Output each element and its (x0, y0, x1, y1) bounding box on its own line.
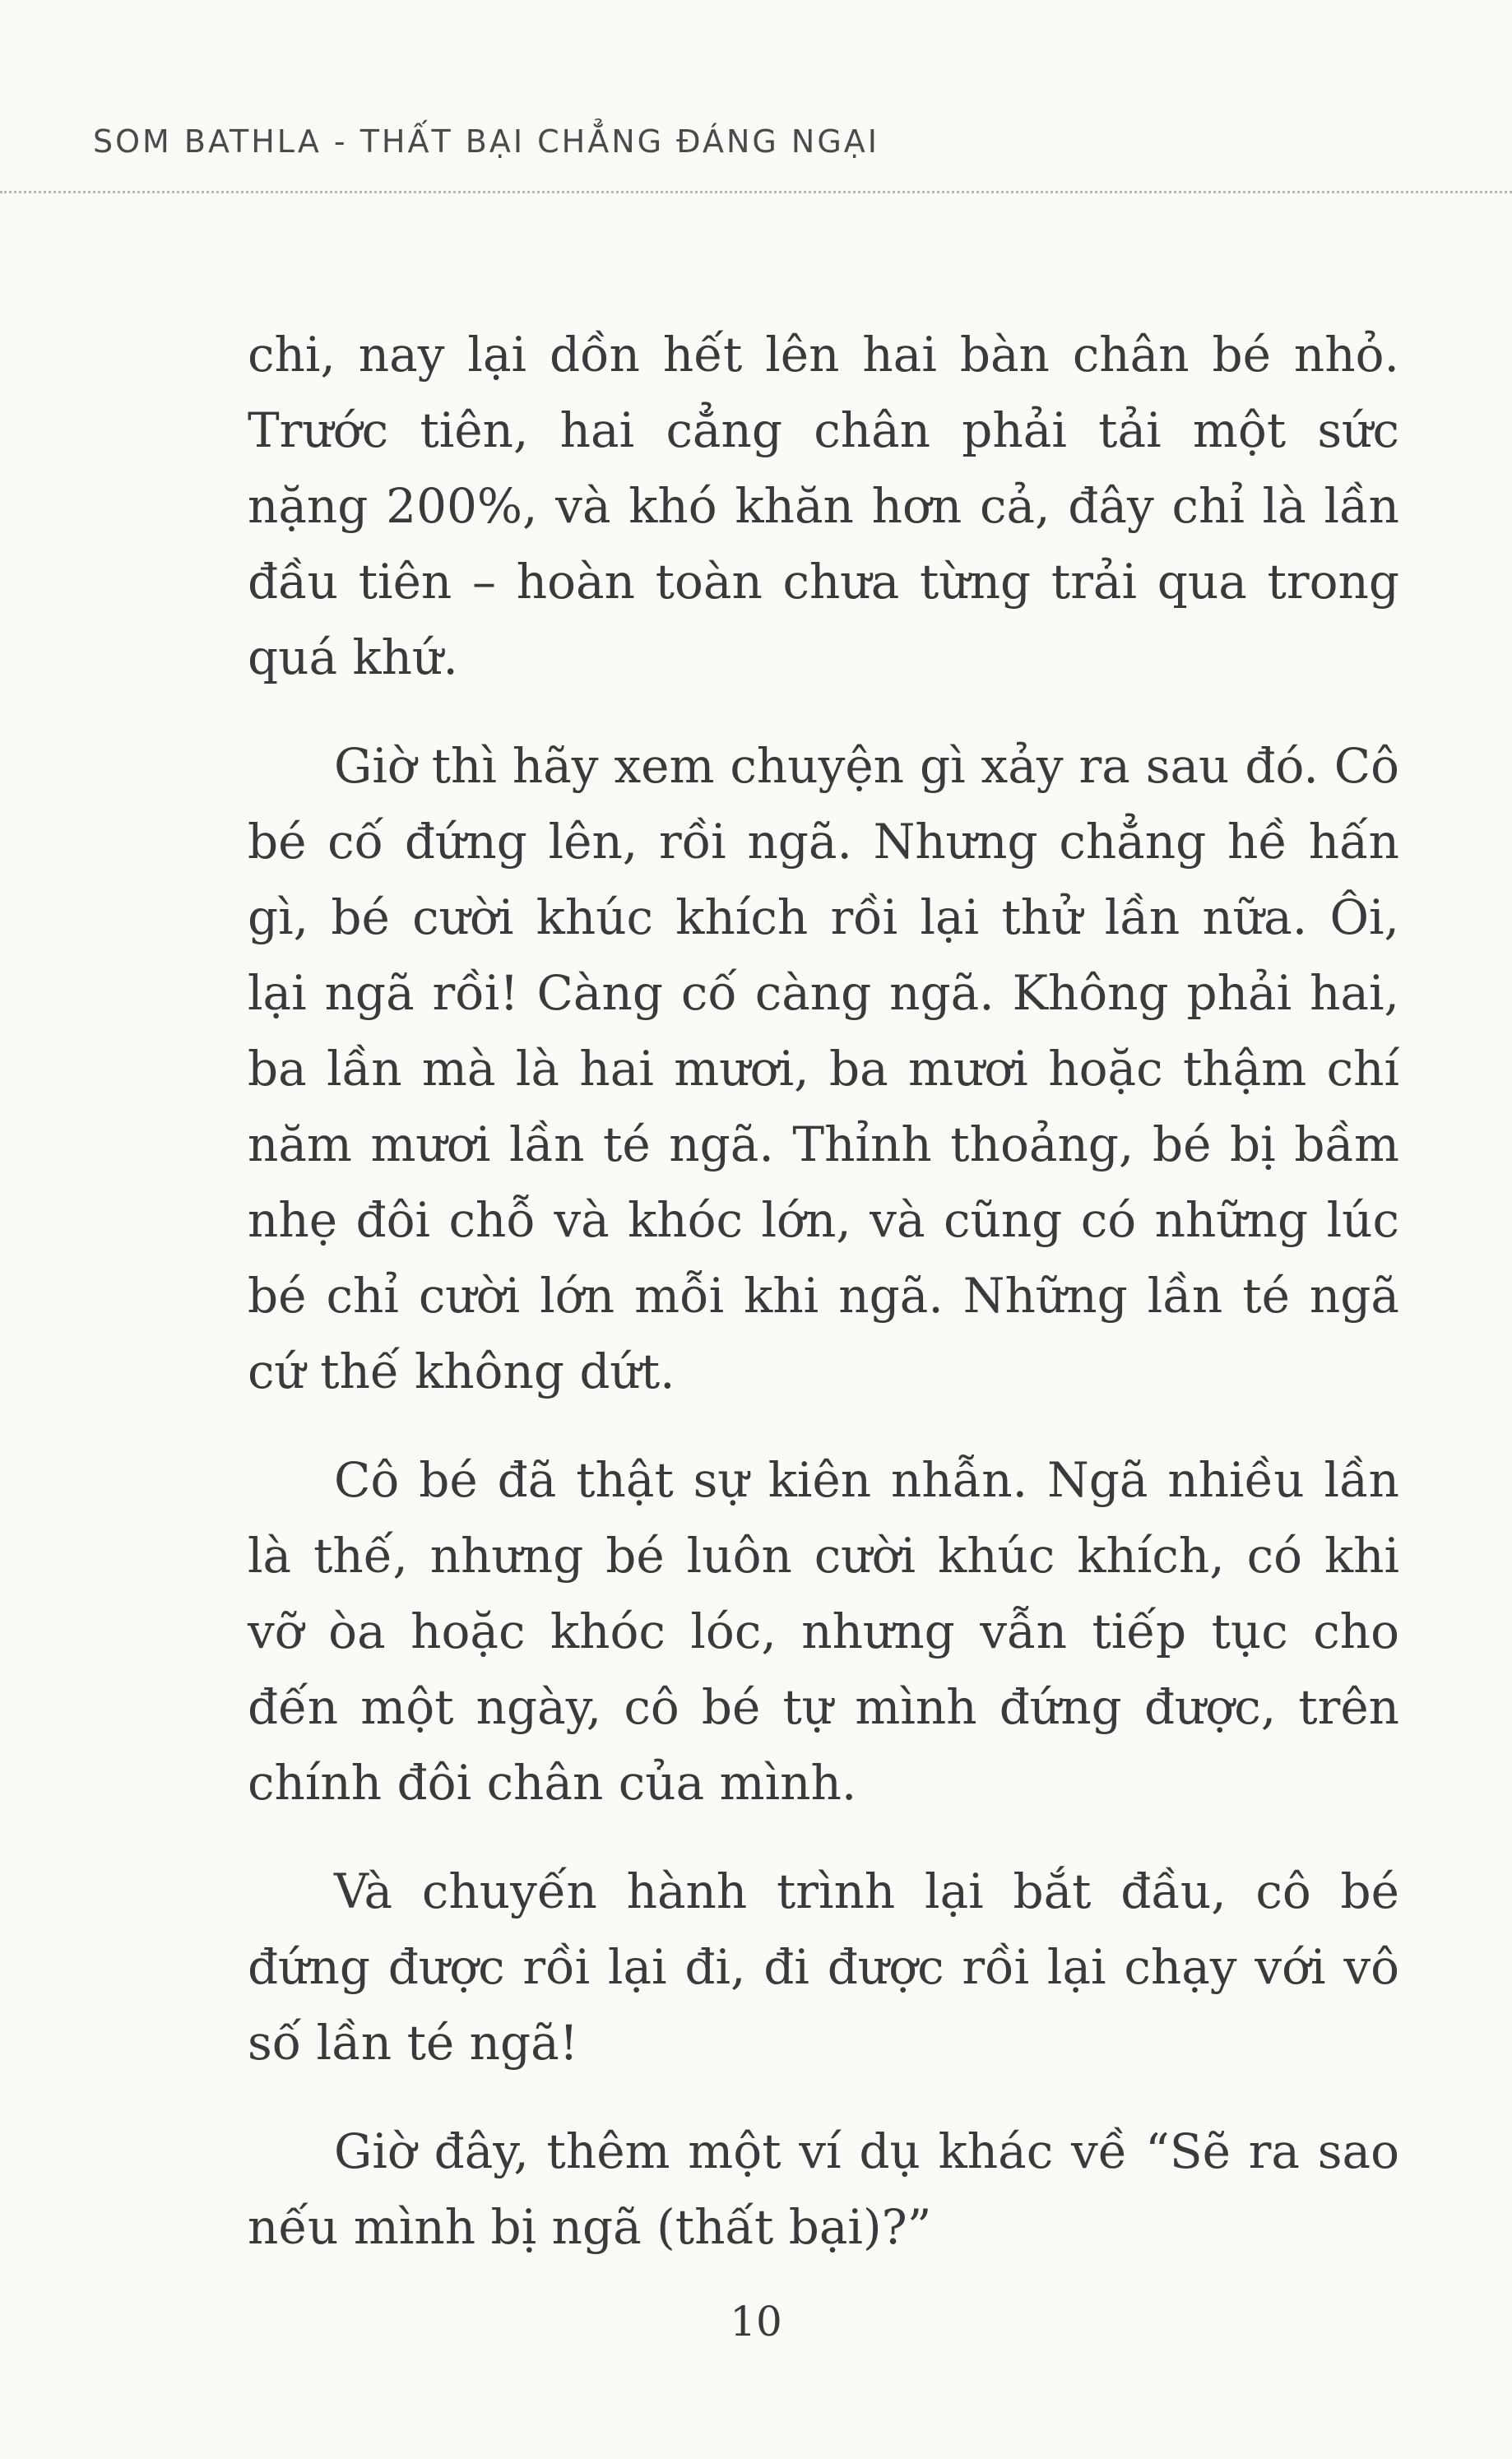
paragraph: Giờ thì hãy xem chuyện gì xảy ra sau đó. Cô bé cố đứng lên, rồi ngã. Nhưng chẳng hề hấn gì, bé cười khúc khích rồi lại thử lần nữa. Ôi, lại ngã rồi! Càng cố càng ngã. Không phải hai, ba lần mà là hai mươi, ba mươi hoặc thậm chí năm mươi lần té ngã. Thỉnh thoảng, bé bị bầm nhẹ đôi chỗ và khóc lớn, và cũng có những lúc bé chỉ cười lớn mỗi khi ngã. Những lần té ngã cứ thế không dứt. (248, 738, 1399, 1399)
paragraph: Và chuyến hành trình lại bắt đầu, cô bé đứng được rồi lại đi, đi được rồi lại chạy với vô số lần té ngã! (248, 1863, 1399, 2071)
paragraph-continued: chi, nay lại dồn hết lên hai bàn chân bé nhỏ. Trước tiên, hai cẳng chân phải tải một sức nặng 200%, và khó khăn hơn cả, đây chỉ là lần đầu tiên – hoàn toàn chưa từng trải qua trong quá khứ. (248, 327, 1399, 685)
body-text (248, 317, 1399, 2298)
running-header: SOM BATHLA - THẤT BẠI CHẲNG ĐÁNG NGẠI (93, 123, 879, 160)
paragraph: Giờ đây, thêm một ví dụ khác về “Sẽ ra sao nếu mình bị ngã (thất bại)?” (248, 2123, 1399, 2255)
page-number: 10 (730, 2298, 782, 2345)
header-divider (0, 191, 1512, 193)
paragraph: Cô bé đã thật sự kiên nhẫn. Ngã nhiều lần là thế, nhưng bé luôn cười khúc khích, có khi vỡ òa hoặc khóc lóc, nhưng vẫn tiếp tục cho đến một ngày, cô bé tự mình đứng được, trên chính đôi chân của mình. (248, 1452, 1399, 1811)
